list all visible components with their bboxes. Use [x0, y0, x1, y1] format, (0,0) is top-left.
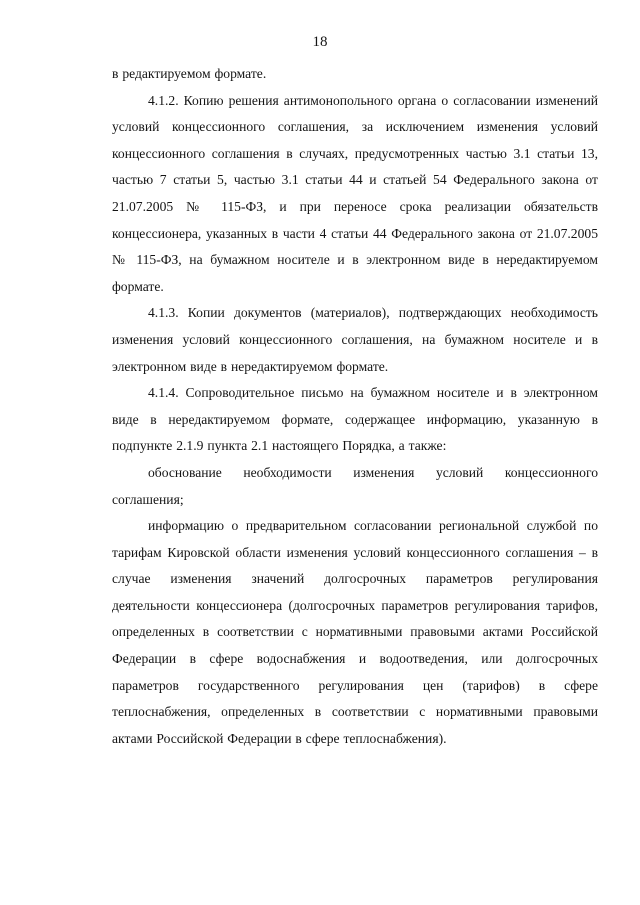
page-number: 18 — [312, 34, 328, 50]
paragraph-4-1-2: 4.1.2. Копию решения антимонопольного органа о согласовании изменений условий концессионного соглашения, за исключением изменения условий концессионного соглашения в случаях, предусмотренных частью 3.1 статьи 13, частью 7 статьи 5, частью 3.1 статьи 44 и статьей 54 Федерального закона от 21.07.2005 № 115-ФЗ, и при переносе срока реализации обязательств концессионера, указанных в части 4 статьи 44 Федерального закона от 21.07.2005 № 115-ФЗ, на бумажном носителе и в электронном виде в нередактируемом формате. — [112, 92, 598, 294]
paragraph-continuation: в редактируемом формате. — [112, 66, 267, 81]
paragraph-4-1-3: 4.1.3. Копии документов (материалов), подтверждающих необходимость изменения условий концессионного соглашения, на бумажном носителе и в электронном виде в нередактируемом формате. — [112, 305, 598, 374]
document-body — [112, 61, 598, 752]
paragraph-tariff-approval: информацию о предварительном согласовании региональной службой по тарифам Кировской области изменения условий концессионного соглашения – в случае изменения значений долгосрочных параметров регулирования деятельности концессионера (долгосрочных параметров регулирования тарифов, определенных в соответствии с нормативными правовыми актами Российской Федерации в сфере водоснабжения и водоотведения, или долгосрочных параметров государственного регулирования цен (тарифов) в сфере теплоснабжения, определенных в соответствии с нормативными правовыми актами Российской Федерации в сфере теплоснабжения). — [112, 518, 598, 746]
paragraph-justification: обоснование необходимости изменения условий концессионного соглашения; — [112, 464, 598, 507]
paragraph-4-1-4: 4.1.4. Сопроводительное письмо на бумажном носителе и в электронном виде в нередактируемом формате, содержащее информацию, указанную в подпункте 2.1.9 пункта 2.1 настоящего Порядка, а также: — [112, 385, 598, 454]
